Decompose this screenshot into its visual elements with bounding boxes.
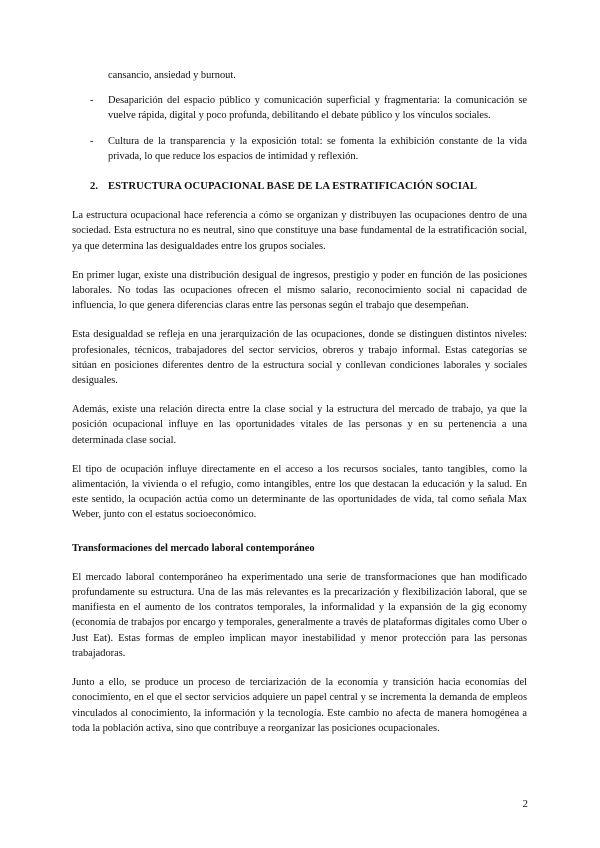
section-title: ESTRUCTURA OCUPACIONAL BASE DE LA ESTRATIFICACIÓN SOCIAL [108,181,477,193]
list-item-text: Cultura de la transparencia y la exposición total: se fomenta la exhibición constante de la vida privada, lo que reduce los espacios de intimidad y reflexión. [108,135,527,162]
paragraph: El tipo de ocupación influye directamente en el acceso a los recursos sociales, tanto tangibles, como la alimentación, la vivienda o el refugio, como intangibles, entre los que destacan la educación y la salud. En este sentido, la ocupación actúa como un determinante de las oportunidades de vida, tal como señala Max Weber, junto con el estatus socioeconómico. [72,463,527,521]
paragraph: La estructura ocupacional hace referencia a cómo se organizan y distribuyen las ocupaciones dentro de una sociedad. Esta estructura no es neutral, sino que constituye una base fundamental de la estratificación social, ya que determina las desigualdades entre los grupos sociales. [72,210,527,252]
list-item-text: Desaparición del espacio público y comunicación superficial y fragmentaria: la comunicación se vuelve rápida, digital y poco profunda, debilitando el debate público y los vínculos sociales. [108,95,527,122]
dash-marker: - [90,95,94,107]
section-number: 2. [90,181,99,193]
bullet-list [72,93,527,164]
list-item [72,134,527,164]
page-number: 2 [522,798,528,810]
paragraph: Además, existe una relación directa entre la clase social y la estructura del mercado de trabajo, ya que la posición ocupacional influye en las oportunidades vitales de las personas y en su pertenencia a una determinada clase social. [72,404,527,446]
subheading: Transformaciones del mercado laboral contemporáneo [72,542,315,554]
dash-marker: - [90,135,94,147]
section-heading [72,179,527,194]
paragraph: Esta desigualdad se refleja en una jerarquización de las ocupaciones, donde se distinguen distintos niveles: profesionales, técnicos, trabajadores del sector servicios, obreros y trabajo informal. Estas categorías se sitúan en posiciones diferentes dentro de la estructura social y conllevan condiciones laborales y sociales desiguales. [72,329,527,387]
bullet-continuation: cansancio, ansiedad y burnout. [108,70,236,81]
paragraph: El mercado laboral contemporáneo ha experimentado una serie de transformaciones que han modificado profundamente su estructura. Una de las más relevantes es la precarización y flexibilización laboral, que se manifiesta en el aumento de los contratos temporales, la informalidad y la expansión de la gig economy (economía de trabajos por encargo y temporales, generalmente a través de plataformas digitales como Uber o Just Eat). Estas formas de empleo implican mayor inestabilidad y menor protección para las personas trabajadoras. [72,571,527,659]
page-content [72,68,527,750]
paragraph: En primer lugar, existe una distribución desigual de ingresos, prestigio y poder en función de las posiciones laborales. No todas las ocupaciones ofrecen el mismo salario, reconocimiento social ni capacidad de influencia, lo que genera diferencias claras entre las personas según el trabajo que desempeñan. [72,269,527,312]
list-item [72,93,527,123]
paragraph: Junto a ello, se produce un proceso de terciarización de la economía y transición hacia economías del conocimiento, en el que el sector servicios adquiere un papel central y se incrementa la demanda de empleos vinculados al conocimiento, la información y la tecnología. Este cambio no afecta de manera homogénea a toda la población activa, sino que contribuye a reorganizar las posiciones ocupacionales. [72,677,527,734]
